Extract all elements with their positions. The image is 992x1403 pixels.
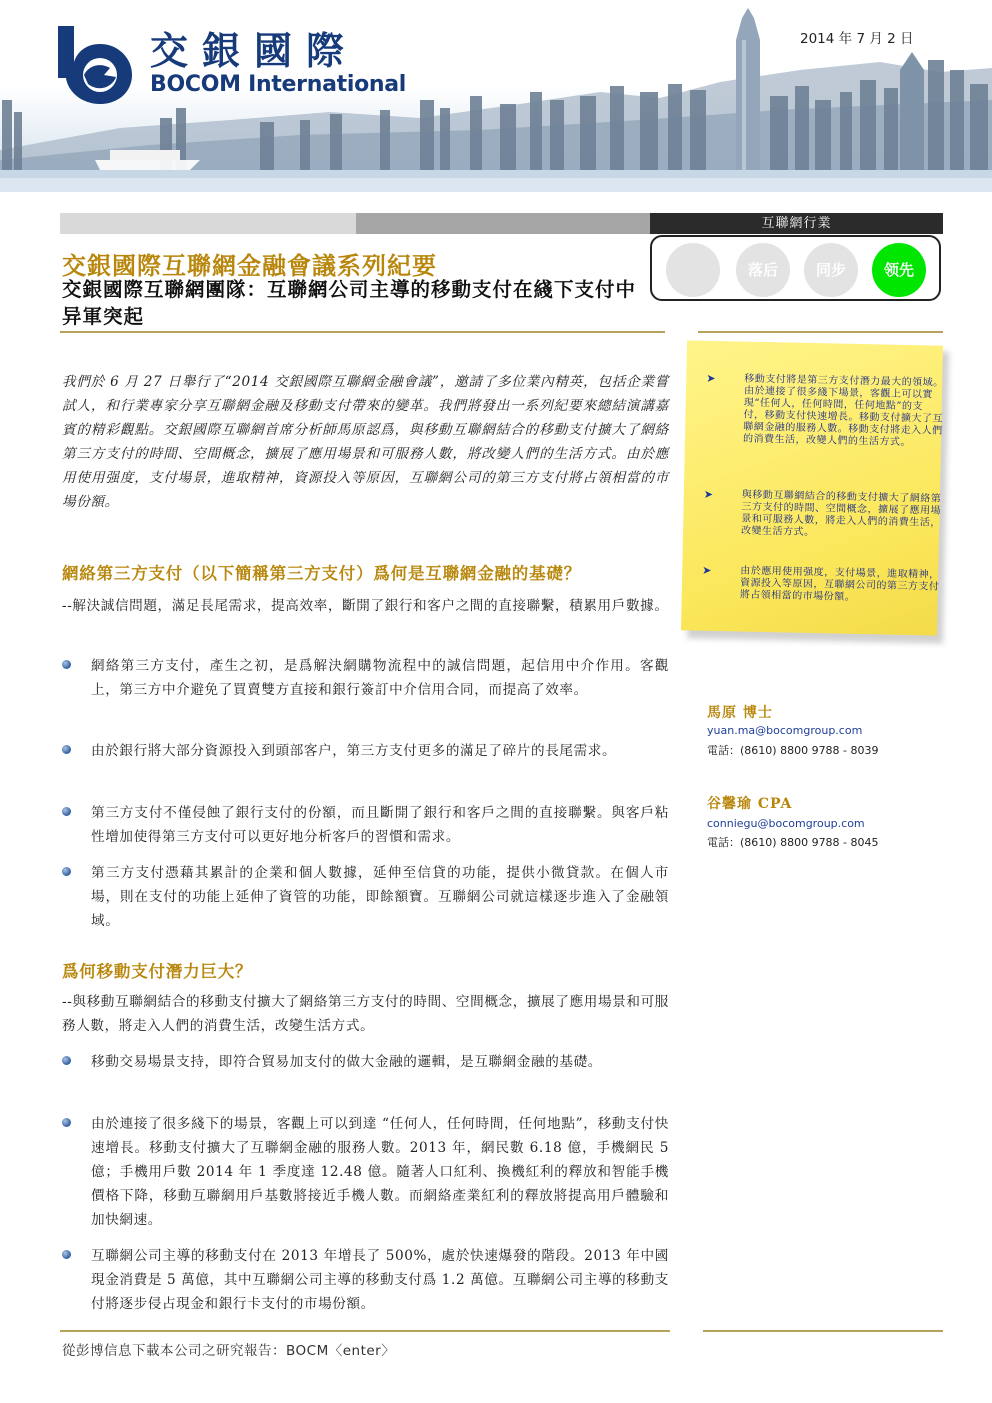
rating-option-in-line: 同步: [804, 243, 858, 297]
analyst-2-name: 谷馨瑜 CPA: [707, 796, 793, 812]
highlight-text: 移動支付將是第三方支付潛力最大的領域。由於連接了很多綫下場景，客觀上可以實現“任何人，任何時間，任何地點”的支付，移動支付快速增長。移動支付擴大了互聯網金融的服務人數。移動支付將走入人們的消費生活，改變人們的生活方式。: [742, 373, 944, 449]
arrow-right-icon: ➤: [703, 487, 714, 501]
bullet-icon: [62, 1118, 71, 1127]
highlight-sticky-note: [681, 340, 943, 635]
section-1-lead: --解決誠信問題，滿足長尾需求，提高效率，斷開了銀行和客户之間的直接聯繫，積累用戶數據。: [62, 598, 669, 614]
sector-label: 互聯網行業: [650, 213, 943, 234]
rating-option-blank: [666, 243, 720, 297]
footer-divider: [60, 1330, 670, 1332]
report-subtitle: 交銀國際互聯網團隊：互聯網公司主導的移動支付在綫下支付中异軍突起: [62, 278, 637, 328]
arrow-right-icon: ➤: [706, 371, 717, 385]
section-2-heading: 爲何移動支付潛力巨大？: [62, 962, 253, 981]
bullet-text: 第三方支付不僅侵蝕了銀行支付的份額，而且斷開了銀行和客戶之間的直接聯繫。與客戶粘性增加使得第三方支付可以更好地分析客戶的習慣和需求。: [91, 805, 669, 845]
logo-english-name: BOCOM International: [150, 72, 407, 97]
bullet-icon: [62, 660, 71, 669]
highlight-item: [702, 563, 940, 603]
bullet-text: 由於銀行將大部分資源投入到頭部客户，第三方支付更多的滿足了碎片的長尾需求。: [91, 743, 617, 759]
analyst-2-phone: 電話：(8610) 8800 9788 - 8045: [707, 836, 879, 849]
bullet-icon: [62, 1056, 71, 1065]
footer-divider-right: [703, 1330, 943, 1332]
rating-option-lead-selected: 领先: [872, 243, 926, 297]
bocom-logo-icon: [52, 22, 134, 106]
bullet-text: 第三方支付憑藉其累計的企業和個人數據，延伸至信貸的功能，提供小微貸款。在個人市場，則在支付的功能上延伸了資管的功能，即餘額寶。互聯網公司就這樣逐步進入了金融領域。: [91, 865, 669, 929]
analyst-1-email-link[interactable]: yuan.ma@bocomgroup.com: [707, 724, 863, 737]
section-2-lead: --與移動互聯網結合的移動支付擴大了網絡第三方支付的時間、空間概念，擴展了應用場景和可服務人數，將走入人們的消費生活，改變生活方式。: [62, 994, 669, 1034]
analyst-2-email-link[interactable]: conniegu@bocomgroup.com: [707, 817, 865, 830]
logo-chinese-name: 交銀國際: [150, 28, 359, 73]
footer-bloomberg-note: 從彭博信息下載本公司之研究報告：BOCM〈enter〉: [62, 1343, 396, 1359]
report-date: 2014 年 7 月 2 日: [800, 31, 914, 47]
rating-indicator: [650, 235, 941, 301]
intro-paragraph: 我們於 6 月 27 日舉行了“2014 交銀國際互聯網金融會議”，邀請了多位業內精英，包括企業嘗試人，和行業專家分享互聯網金融及移動支付帶來的變革。我們將發出一系列紀要來總結演講嘉賓的精彩觀點。交銀國際互聯網首席分析師馬原認爲，與移動互聯網結合的移動支付擴大了網絡第三方支付的時間、空間概念，擴展了應用場景和可服務人數，將改變人們的生活方式。由於應用使用强度，支付場景，進取精神，資源投入等原因，互聯網公司的第三方支付將占領相當的市場份額。: [62, 374, 669, 510]
section-1-heading: 網絡第三方支付（以下簡稱第三方支付）爲何是互聯網金融的基礎？: [62, 564, 581, 583]
bullet-icon: [62, 807, 71, 816]
header-bar-light: [60, 213, 356, 234]
bullet-text: 互聯網公司主導的移動支付在 2013 年增長了 500%，處於快速爆發的階段。2013 年中國現金消費是 5 萬億，其中互聯網公司主導的移動支付爲 1.2 萬億。互聯網公司主導的移動支付將逐步侵占現金和銀行卡支付的市場份額。: [91, 1248, 669, 1312]
rating-option-behind: 落后: [736, 243, 790, 297]
arrow-right-icon: ➤: [702, 563, 713, 577]
title-divider: [60, 331, 665, 333]
bullet-icon: [62, 1250, 71, 1259]
bullet-text: 移動交易場景支持，即符合貿易加支付的做大金融的邏輯，是互聯網金融的基礎。: [91, 1054, 602, 1070]
bullet-icon: [62, 745, 71, 754]
report-title: 交銀國際互聯網金融會議系列紀要: [62, 251, 437, 280]
highlight-text: 與移動互聯網結合的移動支付擴大了網絡第三方支付的時間、空間概念，擴展了應用場景和可服務人數，將走入人們的消費生活，改變生活方式。: [740, 489, 942, 539]
highlight-text: 由於應用使用强度，支付場景，進取精神，資源投入等原因，互聯網公司的第三方支付將占領相當的市場份額。: [739, 565, 940, 603]
highlight-item: [703, 487, 942, 539]
bullet-text: 由於連接了很多綫下的場景，客觀上可以到達 “任何人，任何時間，任何地點”，移動支付快速增長。移動支付擴大了互聯網金融的服務人數。2013 年，網民數 6.18 億，手機網民 5 億；手機用戶數 2014 年 1 季度達 12.48 億。隨著人口紅利、換機紅利的釋放和智能手機價格下降，移動互聯網用戶基數將接近手機人數。而網絡產業紅利的釋放將提高用戶體驗和加快網速。: [91, 1116, 669, 1228]
sidebar-divider: [698, 331, 943, 333]
report-header-banner: [0, 0, 992, 192]
highlight-item: [706, 371, 944, 449]
bullet-text: 網絡第三方支付，產生之初，是爲解決網購物流程中的誠信問題，起信用中介作用。客觀上，第三方中介避免了買賣雙方直接和銀行簽訂中介信用合同，而提高了效率。: [91, 658, 669, 698]
analyst-1-phone: 電話：(8610) 8800 9788 - 8039: [707, 744, 879, 757]
bullet-icon: [62, 867, 71, 876]
header-bar-mid: [356, 213, 650, 234]
analyst-1-name: 馬原 博士: [707, 705, 773, 721]
